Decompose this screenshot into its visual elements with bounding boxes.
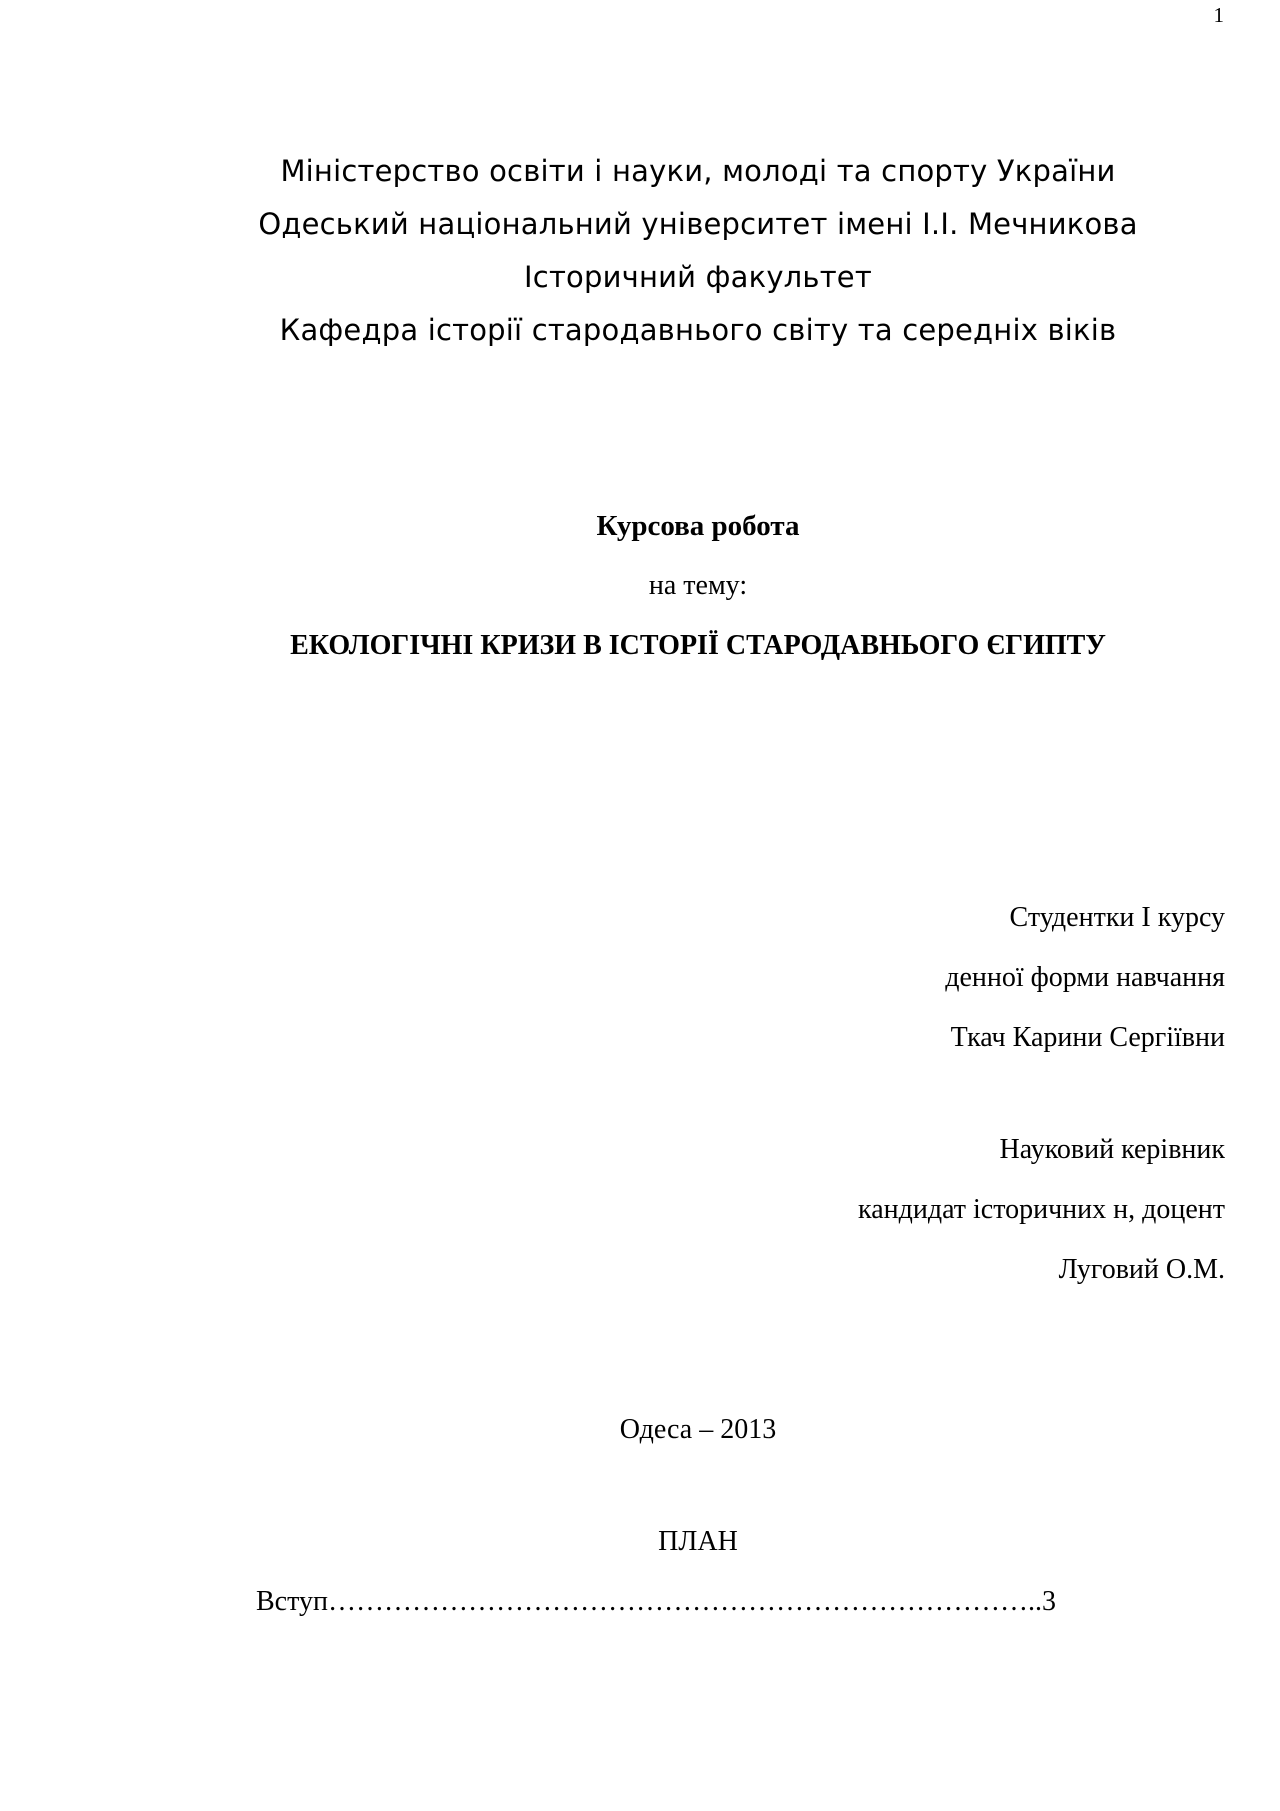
institution-header xyxy=(238,145,1158,357)
page-number: 1 xyxy=(1213,3,1224,27)
ministry-line: Міністерство освіти і науки, молоді та спорту України xyxy=(280,154,1116,188)
advisor-info xyxy=(525,1120,1225,1300)
student-name: Ткач Карини Сергіївни xyxy=(950,1022,1225,1053)
subject-label: на тему: xyxy=(648,570,748,601)
advisor-degree: кандидат історичних н, доцент xyxy=(858,1194,1225,1225)
advisor-name: Луговий О.М. xyxy=(1058,1254,1225,1285)
toc-entry-introduction: Вступ…………………………………………………………………..3 xyxy=(256,1586,1056,1617)
work-type: Курсова робота xyxy=(596,510,800,542)
plan-heading: ПЛАН xyxy=(658,1526,738,1557)
city-year: Одеса – 2013 xyxy=(619,1414,777,1445)
student-course: Студентки І курсу xyxy=(1009,902,1225,933)
student-study-form: денної форми навчання xyxy=(945,962,1225,993)
student-info xyxy=(525,888,1225,1068)
advisor-label: Науковий керівник xyxy=(999,1134,1225,1165)
work-title: ЕКОЛОГІЧНІ КРИЗИ В ІСТОРІЇ СТАРОДАВНЬОГО ЄГИПТУ xyxy=(290,630,1106,661)
department-line: Кафедра історії стародавнього світу та середніх віків xyxy=(279,313,1117,347)
faculty-line: Історичний факультет xyxy=(524,260,872,294)
university-line: Одеський національний університет імені І.І. Мечникова xyxy=(258,207,1138,241)
